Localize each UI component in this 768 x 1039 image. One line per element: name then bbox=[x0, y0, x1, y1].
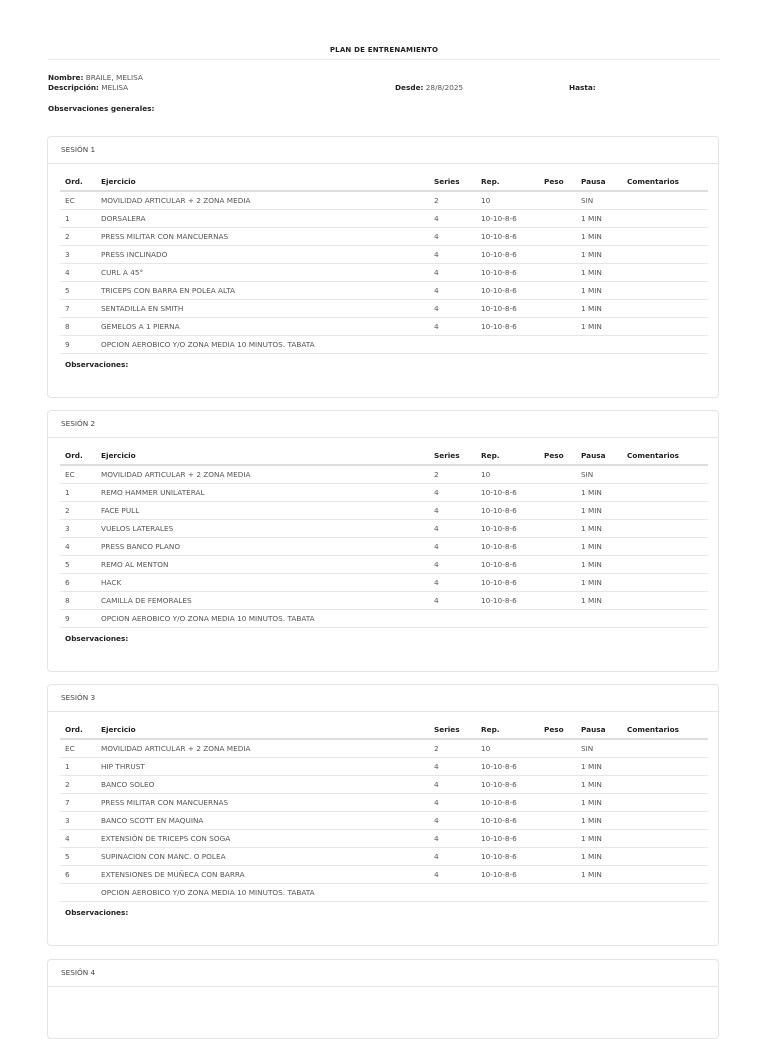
column-header-ejercicio: Ejercicio bbox=[96, 173, 429, 191]
table-row bbox=[60, 465, 708, 484]
cell-comentarios bbox=[622, 502, 708, 520]
cell-ord: 3 bbox=[60, 812, 96, 830]
cell-ord: 1 bbox=[60, 210, 96, 228]
cell-ejercicio: PRESS INCLINADO bbox=[96, 246, 429, 264]
cell-comentarios bbox=[622, 812, 708, 830]
cell-ord: 5 bbox=[60, 848, 96, 866]
table-row bbox=[60, 592, 708, 610]
cell-pausa: 1 MIN bbox=[576, 484, 622, 502]
cell-rep bbox=[476, 610, 539, 628]
cell-ord: 4 bbox=[60, 830, 96, 848]
cell-ejercicio: SUPINACION CON MANC. O POLEA bbox=[96, 848, 429, 866]
cell-comentarios bbox=[622, 794, 708, 812]
cell-peso bbox=[539, 739, 576, 758]
cell-ejercicio: HACK bbox=[96, 574, 429, 592]
cell-series: 2 bbox=[429, 739, 476, 758]
cell-pausa: SIN bbox=[576, 739, 622, 758]
cell-rep: 10 bbox=[476, 739, 539, 758]
cell-series bbox=[429, 610, 476, 628]
exercise-table bbox=[60, 173, 708, 354]
cell-peso bbox=[539, 228, 576, 246]
cell-ejercicio: TRICEPS CON BARRA EN POLEA ALTA bbox=[96, 282, 429, 300]
cell-ord: 5 bbox=[60, 282, 96, 300]
cell-rep: 10-10-8-6 bbox=[476, 282, 539, 300]
table-row bbox=[60, 318, 708, 336]
cell-peso bbox=[539, 758, 576, 776]
cell-peso bbox=[539, 574, 576, 592]
column-header-series: Series bbox=[429, 447, 476, 465]
cell-pausa: 1 MIN bbox=[576, 794, 622, 812]
column-header-peso: Peso bbox=[539, 721, 576, 739]
table-row bbox=[60, 556, 708, 574]
cell-peso bbox=[539, 812, 576, 830]
cell-ejercicio: DORSALERA bbox=[96, 210, 429, 228]
cell-pausa: 1 MIN bbox=[576, 300, 622, 318]
cell-peso bbox=[539, 538, 576, 556]
cell-pausa: 1 MIN bbox=[576, 282, 622, 300]
cell-rep: 10-10-8-6 bbox=[476, 246, 539, 264]
cell-ejercicio: PRESS BANCO PLANO bbox=[96, 538, 429, 556]
cell-peso bbox=[539, 336, 576, 354]
table-row bbox=[60, 776, 708, 794]
cell-rep: 10-10-8-6 bbox=[476, 520, 539, 538]
cell-peso bbox=[539, 830, 576, 848]
cell-series: 4 bbox=[429, 556, 476, 574]
cell-series: 4 bbox=[429, 538, 476, 556]
column-header-series: Series bbox=[429, 173, 476, 191]
cell-rep: 10-10-8-6 bbox=[476, 866, 539, 884]
cell-rep: 10-10-8-6 bbox=[476, 794, 539, 812]
session-observaciones-label: Observaciones: bbox=[65, 908, 129, 917]
cell-ejercicio: OPCION AEROBICO Y/O ZONA MEDIA 10 MINUTOS. TABATA bbox=[96, 610, 429, 628]
cell-ejercicio: EXTENSIONES DE MUÑECA CON BARRA bbox=[96, 866, 429, 884]
cell-ord: 2 bbox=[60, 776, 96, 794]
cell-series: 4 bbox=[429, 484, 476, 502]
cell-pausa: 1 MIN bbox=[576, 246, 622, 264]
cell-ejercicio: CAMILLA DE FEMORALES bbox=[96, 592, 429, 610]
cell-rep: 10-10-8-6 bbox=[476, 574, 539, 592]
table-header-row bbox=[60, 447, 708, 465]
cell-series: 4 bbox=[429, 502, 476, 520]
cell-peso bbox=[539, 866, 576, 884]
cell-ejercicio: MOVILIDAD ARTICULAR + 2 ZONA MEDIA bbox=[96, 191, 429, 210]
cell-series: 4 bbox=[429, 574, 476, 592]
cell-ord: 2 bbox=[60, 228, 96, 246]
cell-peso bbox=[539, 610, 576, 628]
column-header-ejercicio: Ejercicio bbox=[96, 721, 429, 739]
cell-peso bbox=[539, 794, 576, 812]
desde-line bbox=[395, 83, 463, 92]
cell-comentarios bbox=[622, 739, 708, 758]
session-title: SESIÓN 4 bbox=[48, 960, 718, 987]
descripcion-label: Descripción: bbox=[48, 83, 99, 92]
cell-comentarios bbox=[622, 465, 708, 484]
observaciones-generales bbox=[48, 104, 154, 113]
table-row bbox=[60, 758, 708, 776]
cell-rep: 10-10-8-6 bbox=[476, 758, 539, 776]
cell-ord: 8 bbox=[60, 318, 96, 336]
cell-series: 4 bbox=[429, 794, 476, 812]
cell-rep: 10-10-8-6 bbox=[476, 830, 539, 848]
cell-series: 4 bbox=[429, 520, 476, 538]
cell-pausa bbox=[576, 336, 622, 354]
session-card bbox=[47, 410, 719, 672]
cell-pausa: 1 MIN bbox=[576, 520, 622, 538]
session-card bbox=[47, 136, 719, 398]
cell-peso bbox=[539, 502, 576, 520]
column-header-ord: Ord. bbox=[60, 173, 96, 191]
cell-ejercicio: SENTADILLA EN SMITH bbox=[96, 300, 429, 318]
column-header-pausa: Pausa bbox=[576, 721, 622, 739]
cell-comentarios bbox=[622, 484, 708, 502]
cell-comentarios bbox=[622, 556, 708, 574]
cell-pausa: 1 MIN bbox=[576, 776, 622, 794]
cell-series: 4 bbox=[429, 830, 476, 848]
cell-pausa: 1 MIN bbox=[576, 502, 622, 520]
cell-comentarios bbox=[622, 884, 708, 902]
cell-rep: 10-10-8-6 bbox=[476, 592, 539, 610]
cell-peso bbox=[539, 848, 576, 866]
cell-ejercicio: REMO AL MENTON bbox=[96, 556, 429, 574]
cell-series bbox=[429, 336, 476, 354]
cell-ejercicio: MOVILIDAD ARTICULAR + 2 ZONA MEDIA bbox=[96, 465, 429, 484]
observaciones-generales-label: Observaciones generales: bbox=[48, 104, 155, 113]
column-header-ord: Ord. bbox=[60, 447, 96, 465]
cell-rep: 10-10-8-6 bbox=[476, 812, 539, 830]
cell-series: 4 bbox=[429, 228, 476, 246]
cell-pausa: 1 MIN bbox=[576, 538, 622, 556]
cell-peso bbox=[539, 210, 576, 228]
cell-ejercicio: GEMELOS A 1 PIERNA bbox=[96, 318, 429, 336]
cell-peso bbox=[539, 300, 576, 318]
cell-ejercicio: OPCION AEROBICO Y/O ZONA MEDIA 10 MINUTOS. TABATA bbox=[96, 336, 429, 354]
column-header-comentarios: Comentarios bbox=[622, 721, 708, 739]
cell-ejercicio: BANCO SCOTT EN MAQUINA bbox=[96, 812, 429, 830]
cell-ejercicio: VUELOS LATERALES bbox=[96, 520, 429, 538]
cell-ejercicio: PRESS MILITAR CON MANCUERNAS bbox=[96, 794, 429, 812]
cell-rep: 10-10-8-6 bbox=[476, 776, 539, 794]
descripcion-line bbox=[48, 83, 128, 92]
session-title: SESIÓN 2 bbox=[48, 411, 718, 438]
exercise-table bbox=[60, 447, 708, 628]
cell-peso bbox=[539, 246, 576, 264]
cell-peso bbox=[539, 884, 576, 902]
table-row bbox=[60, 830, 708, 848]
cell-ord: 9 bbox=[60, 336, 96, 354]
cell-ord: 7 bbox=[60, 794, 96, 812]
cell-ord: EC bbox=[60, 191, 96, 210]
cell-series bbox=[429, 884, 476, 902]
cell-series: 4 bbox=[429, 318, 476, 336]
table-row bbox=[60, 282, 708, 300]
cell-comentarios bbox=[622, 282, 708, 300]
cell-ejercicio: REMO HAMMER UNILATERAL bbox=[96, 484, 429, 502]
table-row bbox=[60, 794, 708, 812]
cell-series: 2 bbox=[429, 191, 476, 210]
cell-comentarios bbox=[622, 610, 708, 628]
cell-pausa: 1 MIN bbox=[576, 812, 622, 830]
session-observaciones-label: Observaciones: bbox=[65, 634, 129, 643]
cell-peso bbox=[539, 465, 576, 484]
cell-pausa: 1 MIN bbox=[576, 318, 622, 336]
cell-rep: 10-10-8-6 bbox=[476, 848, 539, 866]
cell-comentarios bbox=[622, 848, 708, 866]
column-header-rep: Rep. bbox=[476, 173, 539, 191]
cell-peso bbox=[539, 282, 576, 300]
cell-pausa: 1 MIN bbox=[576, 228, 622, 246]
column-header-ejercicio: Ejercicio bbox=[96, 447, 429, 465]
descripcion-value: MELISA bbox=[101, 83, 129, 92]
hasta-line bbox=[569, 83, 596, 92]
cell-ord: 4 bbox=[60, 538, 96, 556]
cell-ejercicio: BANCO SOLEO bbox=[96, 776, 429, 794]
cell-peso bbox=[539, 484, 576, 502]
nombre-line bbox=[48, 73, 143, 82]
cell-rep: 10 bbox=[476, 191, 539, 210]
column-header-comentarios: Comentarios bbox=[622, 173, 708, 191]
cell-ord: 3 bbox=[60, 246, 96, 264]
cell-ejercicio: MOVILIDAD ARTICULAR + 2 ZONA MEDIA bbox=[96, 739, 429, 758]
cell-ord: 7 bbox=[60, 300, 96, 318]
cell-pausa bbox=[576, 610, 622, 628]
cell-ord: 8 bbox=[60, 592, 96, 610]
cell-pausa: 1 MIN bbox=[576, 848, 622, 866]
cell-peso bbox=[539, 191, 576, 210]
cell-series: 4 bbox=[429, 264, 476, 282]
cell-series: 4 bbox=[429, 300, 476, 318]
cell-pausa: 1 MIN bbox=[576, 758, 622, 776]
cell-rep: 10-10-8-6 bbox=[476, 318, 539, 336]
cell-ord: 9 bbox=[60, 610, 96, 628]
page-title: PLAN DE ENTRENAMIENTO bbox=[329, 46, 439, 54]
cell-comentarios bbox=[622, 336, 708, 354]
cell-ejercicio: PRESS MILITAR CON MANCUERNAS bbox=[96, 228, 429, 246]
cell-series: 4 bbox=[429, 246, 476, 264]
cell-comentarios bbox=[622, 191, 708, 210]
cell-ord: 3 bbox=[60, 520, 96, 538]
table-row bbox=[60, 848, 708, 866]
table-header-row bbox=[60, 173, 708, 191]
cell-series: 4 bbox=[429, 866, 476, 884]
cell-rep: 10 bbox=[476, 465, 539, 484]
cell-ord: 1 bbox=[60, 484, 96, 502]
table-row bbox=[60, 739, 708, 758]
desde-value: 28/8/2025 bbox=[425, 83, 464, 92]
table-row bbox=[60, 884, 708, 902]
cell-rep: 10-10-8-6 bbox=[476, 502, 539, 520]
column-header-ord: Ord. bbox=[60, 721, 96, 739]
cell-rep bbox=[476, 336, 539, 354]
column-header-rep: Rep. bbox=[476, 447, 539, 465]
session-title: SESIÓN 3 bbox=[48, 685, 718, 712]
session-card bbox=[47, 959, 719, 1039]
cell-ord: 6 bbox=[60, 866, 96, 884]
cell-ord: EC bbox=[60, 465, 96, 484]
column-header-peso: Peso bbox=[539, 173, 576, 191]
table-row bbox=[60, 300, 708, 318]
cell-comentarios bbox=[622, 776, 708, 794]
cell-comentarios bbox=[622, 592, 708, 610]
table-row bbox=[60, 610, 708, 628]
table-header-row bbox=[60, 721, 708, 739]
cell-peso bbox=[539, 776, 576, 794]
cell-rep: 10-10-8-6 bbox=[476, 300, 539, 318]
cell-comentarios bbox=[622, 520, 708, 538]
table-row bbox=[60, 502, 708, 520]
cell-rep: 10-10-8-6 bbox=[476, 228, 539, 246]
cell-pausa: 1 MIN bbox=[576, 866, 622, 884]
column-header-rep: Rep. bbox=[476, 721, 539, 739]
cell-pausa: 1 MIN bbox=[576, 830, 622, 848]
cell-comentarios bbox=[622, 246, 708, 264]
table-row bbox=[60, 191, 708, 210]
exercise-table bbox=[60, 721, 708, 902]
cell-rep: 10-10-8-6 bbox=[476, 210, 539, 228]
cell-ord: 4 bbox=[60, 264, 96, 282]
cell-comentarios bbox=[622, 574, 708, 592]
cell-ord: 5 bbox=[60, 556, 96, 574]
cell-peso bbox=[539, 520, 576, 538]
cell-comentarios bbox=[622, 228, 708, 246]
session-observaciones-label: Observaciones: bbox=[65, 360, 129, 369]
cell-comentarios bbox=[622, 318, 708, 336]
cell-peso bbox=[539, 264, 576, 282]
cell-pausa: 1 MIN bbox=[576, 264, 622, 282]
cell-rep: 10-10-8-6 bbox=[476, 556, 539, 574]
cell-pausa bbox=[576, 884, 622, 902]
cell-series: 4 bbox=[429, 282, 476, 300]
cell-pausa: SIN bbox=[576, 191, 622, 210]
cell-peso bbox=[539, 318, 576, 336]
nombre-label: Nombre: bbox=[48, 73, 84, 82]
table-row bbox=[60, 520, 708, 538]
cell-comentarios bbox=[622, 300, 708, 318]
cell-pausa: SIN bbox=[576, 465, 622, 484]
cell-rep: 10-10-8-6 bbox=[476, 484, 539, 502]
hasta-label: Hasta: bbox=[569, 83, 596, 92]
cell-ejercicio: CURL A 45° bbox=[96, 264, 429, 282]
cell-rep: 10-10-8-6 bbox=[476, 264, 539, 282]
cell-ord: 1 bbox=[60, 758, 96, 776]
cell-rep: 10-10-8-6 bbox=[476, 538, 539, 556]
cell-peso bbox=[539, 592, 576, 610]
cell-pausa: 1 MIN bbox=[576, 556, 622, 574]
cell-peso bbox=[539, 556, 576, 574]
cell-ejercicio: HIP THRUST bbox=[96, 758, 429, 776]
column-header-comentarios: Comentarios bbox=[622, 447, 708, 465]
desde-label: Desde: bbox=[395, 83, 424, 92]
column-header-pausa: Pausa bbox=[576, 173, 622, 191]
cell-series: 4 bbox=[429, 848, 476, 866]
table-row bbox=[60, 264, 708, 282]
cell-pausa: 1 MIN bbox=[576, 592, 622, 610]
table-row bbox=[60, 246, 708, 264]
cell-ord: 6 bbox=[60, 574, 96, 592]
cell-ord: 2 bbox=[60, 502, 96, 520]
table-row bbox=[60, 538, 708, 556]
cell-ord: EC bbox=[60, 739, 96, 758]
cell-pausa: 1 MIN bbox=[576, 210, 622, 228]
cell-series: 4 bbox=[429, 812, 476, 830]
title-divider bbox=[48, 59, 720, 60]
cell-series: 4 bbox=[429, 210, 476, 228]
column-header-pausa: Pausa bbox=[576, 447, 622, 465]
cell-comentarios bbox=[622, 538, 708, 556]
table-row bbox=[60, 336, 708, 354]
table-row bbox=[60, 484, 708, 502]
cell-pausa: 1 MIN bbox=[576, 574, 622, 592]
session-title: SESIÓN 1 bbox=[48, 137, 718, 164]
cell-comentarios bbox=[622, 210, 708, 228]
cell-ejercicio: OPCION AEROBICO Y/O ZONA MEDIA 10 MINUTOS. TABATA bbox=[96, 884, 429, 902]
cell-series: 4 bbox=[429, 758, 476, 776]
table-row bbox=[60, 574, 708, 592]
cell-rep bbox=[476, 884, 539, 902]
cell-comentarios bbox=[622, 758, 708, 776]
table-row bbox=[60, 210, 708, 228]
table-row bbox=[60, 812, 708, 830]
column-header-peso: Peso bbox=[539, 447, 576, 465]
column-header-series: Series bbox=[429, 721, 476, 739]
cell-ord bbox=[60, 884, 96, 902]
cell-series: 4 bbox=[429, 592, 476, 610]
cell-comentarios bbox=[622, 866, 708, 884]
cell-comentarios bbox=[622, 264, 708, 282]
cell-ejercicio: EXTENSIÓN DE TRICEPS CON SOGA bbox=[96, 830, 429, 848]
cell-series: 4 bbox=[429, 776, 476, 794]
nombre-value: BRAILE, MELISA bbox=[85, 73, 143, 82]
cell-comentarios bbox=[622, 830, 708, 848]
cell-series: 2 bbox=[429, 465, 476, 484]
cell-ejercicio: FACE PULL bbox=[96, 502, 429, 520]
table-row bbox=[60, 866, 708, 884]
session-card bbox=[47, 684, 719, 946]
table-row bbox=[60, 228, 708, 246]
